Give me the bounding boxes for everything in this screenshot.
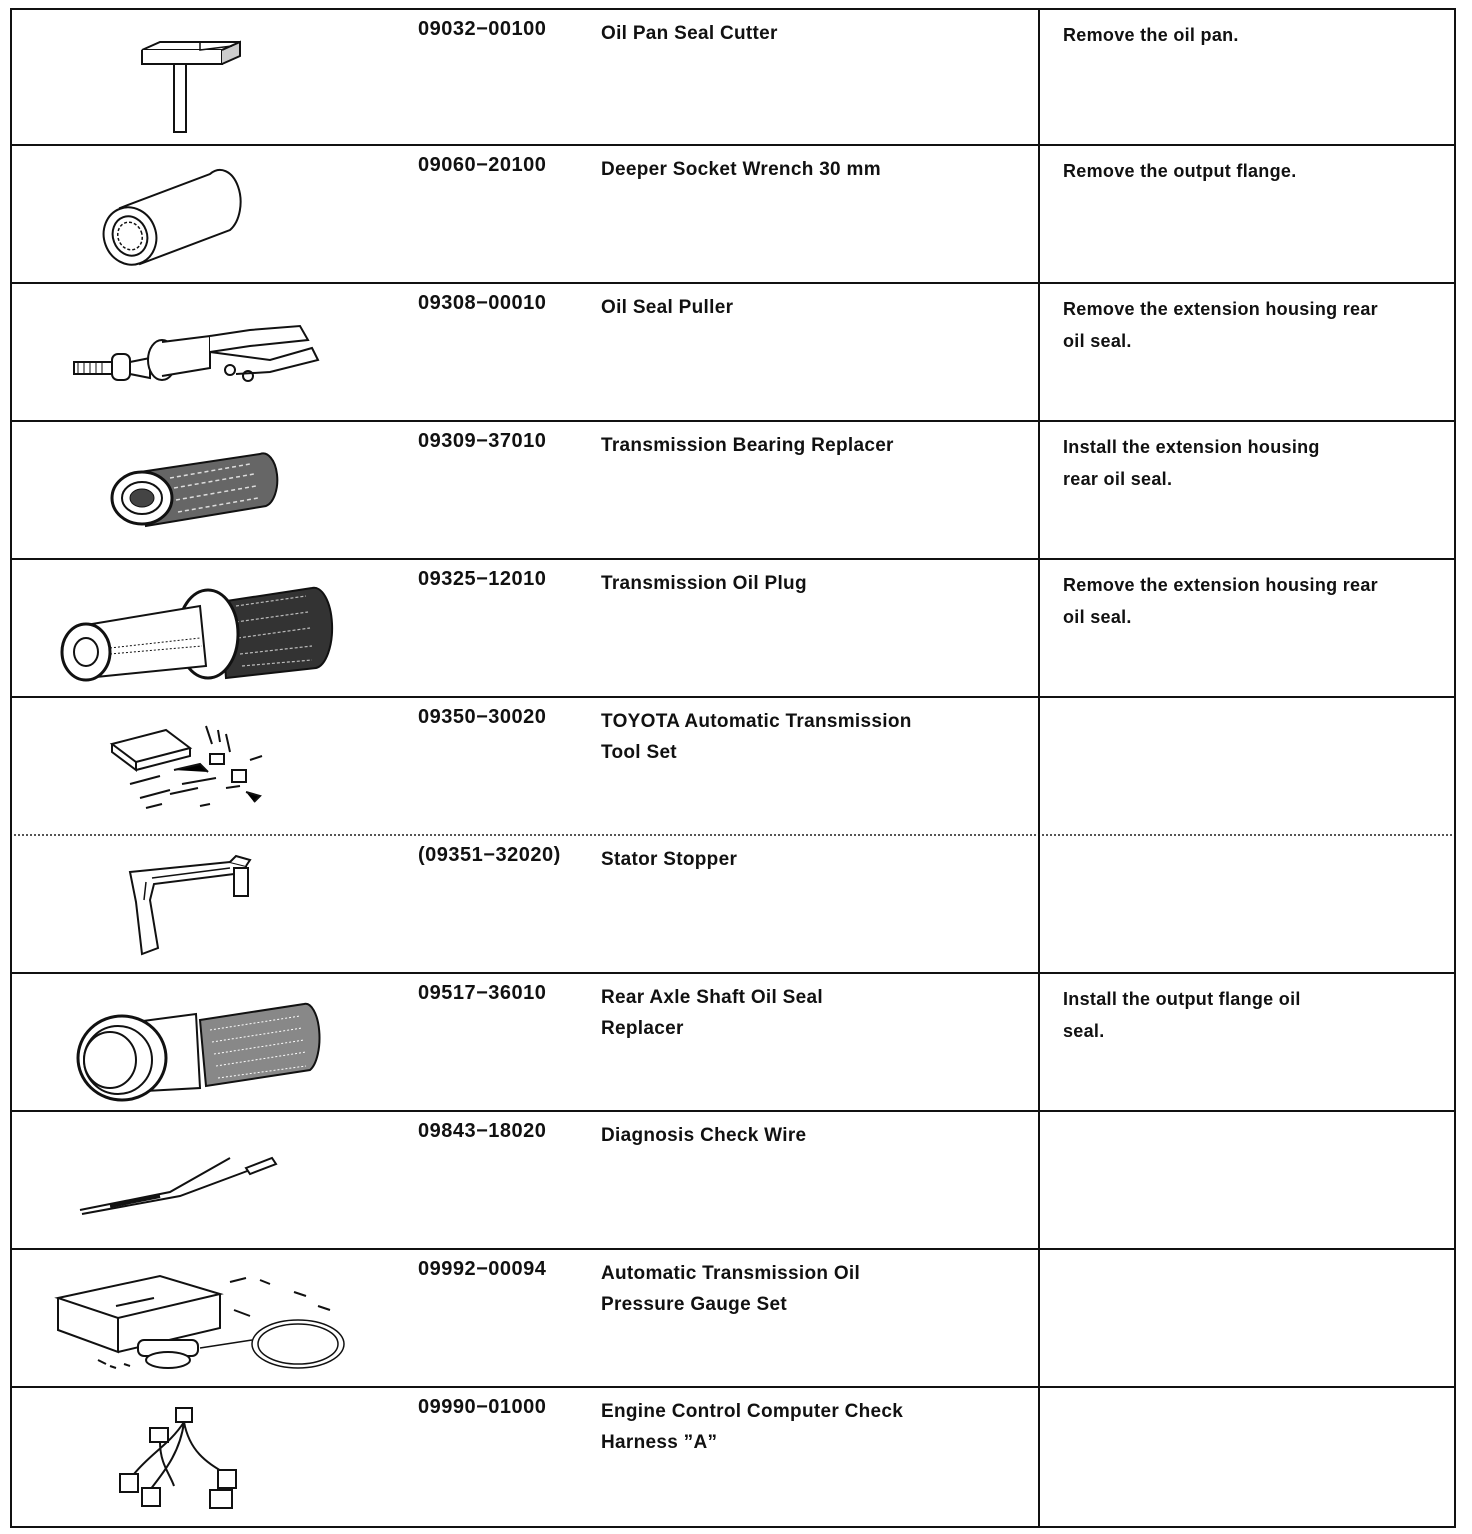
table-row bbox=[10, 836, 1456, 974]
tool-name: Oil Seal Puller bbox=[601, 297, 734, 318]
stator-stopper-icon bbox=[50, 842, 370, 966]
tool-usage: Install the extension housing rear oil seal. bbox=[1063, 437, 1320, 489]
tool-name: Transmission Bearing Replacer bbox=[601, 435, 894, 456]
part-number: 09992−00094 bbox=[418, 1258, 547, 1280]
part-number: (09351−32020) bbox=[418, 844, 561, 866]
table-column-divider bbox=[1038, 8, 1040, 1528]
table-row bbox=[10, 974, 1456, 1112]
table-row bbox=[10, 284, 1456, 422]
table-left-border bbox=[10, 8, 12, 1528]
tool-usage: Remove the extension housing rear oil seal. bbox=[1063, 575, 1378, 627]
check-wire-icon bbox=[50, 1118, 370, 1242]
tool-set-icon bbox=[50, 704, 370, 828]
tool-name: Stator Stopper bbox=[601, 849, 738, 870]
socket-wrench-icon bbox=[50, 152, 370, 276]
tool-usage: Install the output flange oil seal. bbox=[1063, 989, 1301, 1041]
special-tools-table bbox=[10, 8, 1456, 1528]
tool-name: Deeper Socket Wrench 30 mm bbox=[601, 159, 881, 180]
tool-usage: Remove the oil pan. bbox=[1063, 25, 1239, 45]
pressure-gauge-set-icon bbox=[50, 1256, 370, 1380]
table-row bbox=[10, 8, 1456, 146]
check-harness-icon bbox=[50, 1394, 370, 1518]
seal-cutter-icon bbox=[50, 16, 370, 140]
axle-seal-replacer-icon bbox=[50, 980, 370, 1104]
part-number: 09308−00010 bbox=[418, 292, 547, 314]
part-number: 09517−36010 bbox=[418, 982, 547, 1004]
part-number: 09060−20100 bbox=[418, 154, 547, 176]
tool-name: Rear Axle Shaft Oil Seal Replacer bbox=[601, 987, 823, 1039]
part-number: 09032−00100 bbox=[418, 18, 547, 40]
tool-name: Automatic Transmission Oil Pressure Gauge Set bbox=[601, 1263, 861, 1315]
part-number: 09309−37010 bbox=[418, 430, 547, 452]
table-row bbox=[10, 146, 1456, 284]
table-row bbox=[10, 1388, 1456, 1528]
tool-usage: Remove the extension housing rear oil seal. bbox=[1063, 299, 1378, 351]
table-row bbox=[10, 1112, 1456, 1250]
seal-puller-icon bbox=[50, 290, 370, 414]
tool-name: Diagnosis Check Wire bbox=[601, 1125, 807, 1146]
table-row bbox=[10, 1250, 1456, 1388]
tool-name: TOYOTA Automatic Transmission Tool Set bbox=[601, 711, 912, 763]
tool-name: Transmission Oil Plug bbox=[601, 573, 807, 594]
part-number: 09325−12010 bbox=[418, 568, 547, 590]
tool-usage: Remove the output flange. bbox=[1063, 161, 1297, 181]
table-row bbox=[10, 422, 1456, 560]
part-number: 09990−01000 bbox=[418, 1396, 547, 1418]
bearing-replacer-icon bbox=[50, 428, 370, 552]
table-row bbox=[10, 698, 1456, 836]
oil-plug-icon bbox=[50, 566, 370, 690]
part-number: 09843−18020 bbox=[418, 1120, 547, 1142]
part-number: 09350−30020 bbox=[418, 706, 547, 728]
tool-name: Engine Control Computer Check Harness ”A” bbox=[601, 1401, 904, 1453]
tool-name: Oil Pan Seal Cutter bbox=[601, 23, 778, 44]
table-row bbox=[10, 560, 1456, 698]
table-right-border bbox=[1454, 8, 1456, 1528]
